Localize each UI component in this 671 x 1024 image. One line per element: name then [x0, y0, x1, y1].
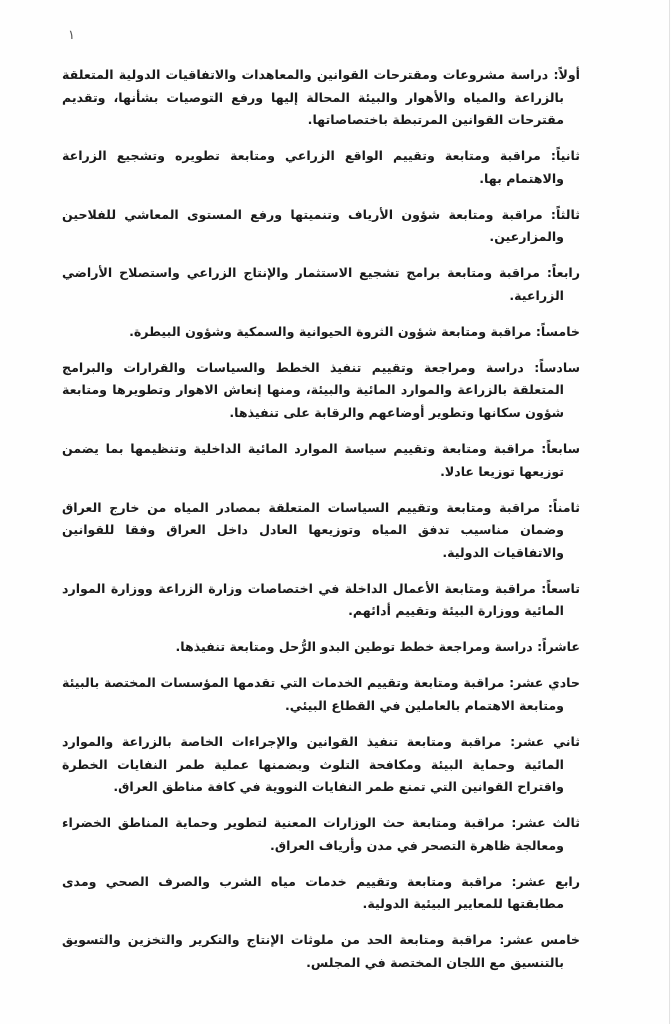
- clause-text: مراقبة ومتابعة برامج تشجيع الاستثمار والإنتاج الزراعي واستصلاح الأراضي الزراعية.: [62, 265, 564, 303]
- clause-text: مراقبة ومتابعة تنفيذ القوانين والإجراءات الخاصة بالزراعة والموارد المائية وحماية البيئة ومكافحة التلوث وبضمنها عملية طمر النفايات الخطرة واقتراح القوانين التي تمنع طمر النفايات النووية في كافة مناطق العراق.: [62, 733, 564, 795]
- clause-1: [62, 64, 580, 132]
- clause-text: دراسة ومراجعة خطط توطين البدو الرُّحل ومتابعة تنفيذها.: [175, 639, 533, 655]
- clause-label: ثامناً:: [547, 499, 581, 515]
- clause-label: خامساً:: [535, 323, 580, 339]
- clause-text: مراقبة ومتابعة وتقييم السياسات المتعلقة بمصادر المياه من خارج العراق وضمان مناسيب تدفق المياه وتوزيعها العادل داخل العراق وفقا للقوانين والاتفاقيات الدولية.: [62, 499, 564, 560]
- clause-label: تاسعاً:: [541, 580, 580, 596]
- clause-label: ثالث عشر:: [511, 815, 580, 831]
- clause-text: مراقبة ومتابعة الحد من ملوثات الإنتاج والتكرير والتخزين والتسويق بالتنسيق مع اللجان المختصة في المجلس.: [62, 932, 564, 970]
- clause-text: دراسة ومراجعة وتقييم تنفيذ الخطط والسياسات والقرارات والبرامج المتعلقة بالزراعة والموارد المائية والبيئة، ومنها إنعاش الاهوار وتطويرها ومتابعة شؤون سكانها وتطوير أوضاعهم والرقابة على تنفيذها.: [62, 359, 564, 421]
- clause-label: سادساً:: [534, 359, 580, 375]
- clause-text: مراقبة ومتابعة وتقييم خدمات مياه الشرب والصرف الصحي ومدى مطابقتها للمعايير البيئية الدولية.: [62, 873, 564, 912]
- clause-12: [62, 731, 580, 799]
- clause-text: مراقبة ومتابعة شؤون الأرياف وتنميتها ورفع المستوى المعاشي للفلاحين والمزارعين.: [62, 206, 564, 245]
- clause-label: ثالثاً:: [550, 206, 580, 222]
- clause-15: [62, 929, 580, 974]
- clause-label: رابع عشر:: [511, 873, 580, 889]
- clause-text: دراسة مشروعات ومقترحات القوانين والمعاهدات والاتفاقيات الدولية المتعلقة بالزراعة والمياه والأهوار والبيئة المحالة إليها ورفع التوصيات بشأنها، وتقديم مقترحات القوانين المرتبطة باختصاصاتها.: [62, 67, 564, 128]
- page-number: ١: [68, 28, 75, 43]
- clause-label: ثانياً:: [550, 148, 580, 164]
- clause-label: عاشراً:: [537, 639, 580, 655]
- clause-label: حادي عشر:: [509, 675, 580, 691]
- clause-5: [62, 321, 580, 344]
- document-body: [62, 64, 580, 988]
- clause-4: [62, 262, 580, 307]
- clause-10: [62, 636, 580, 659]
- clause-text: مراقبة ومتابعة وتقييم سياسة الموارد المائية الداخلية وتنظيمها بما يضمن توزيعها توزيعا عادلا.: [62, 441, 564, 479]
- clause-label: ثاني عشر:: [510, 733, 580, 749]
- clause-2: [62, 145, 580, 190]
- clause-7: [62, 438, 580, 483]
- clause-label: أولاً:: [553, 67, 580, 82]
- clause-8: [62, 497, 580, 565]
- clause-text: مراقبة ومتابعة وتقييم الواقع الزراعي ومتابعة تطويره وتشجيع الزراعة والاهتمام بها.: [62, 148, 564, 186]
- clause-label: سابعاً:: [541, 441, 580, 457]
- clause-6: [62, 357, 580, 425]
- clause-text: مراقبة ومتابعة شؤون الثروة الحيوانية والسمكية وشؤون البيطرة.: [129, 323, 532, 339]
- clause-14: [62, 871, 580, 916]
- clause-11: [62, 672, 580, 717]
- clause-text: مراقبة ومتابعة الأعمال الداخلة في اختصاصات وزارة الزراعة ووزارة الموارد المائية ووزارة البيئة وتقييم أدائهم.: [62, 580, 564, 619]
- clause-13: [62, 812, 580, 857]
- clause-label: خامس عشر:: [499, 932, 581, 948]
- clause-3: [62, 204, 580, 249]
- clause-9: [62, 578, 580, 623]
- scan-edge-line: [669, 0, 670, 1024]
- clause-label: رابعاً:: [546, 265, 580, 281]
- clause-text: مراقبة ومتابعة وتقييم الخدمات التي تقدمها المؤسسات المختصة بالبيئة ومتابعة الاهتمام بالعاملين في القطاع البيئي.: [62, 675, 564, 713]
- clause-text: مراقبة ومتابعة حث الوزارات المعنية لتطوير وحماية المناطق الخضراء ومعالجة ظاهرة التصحر في مدن وأرياف العراق.: [62, 815, 564, 853]
